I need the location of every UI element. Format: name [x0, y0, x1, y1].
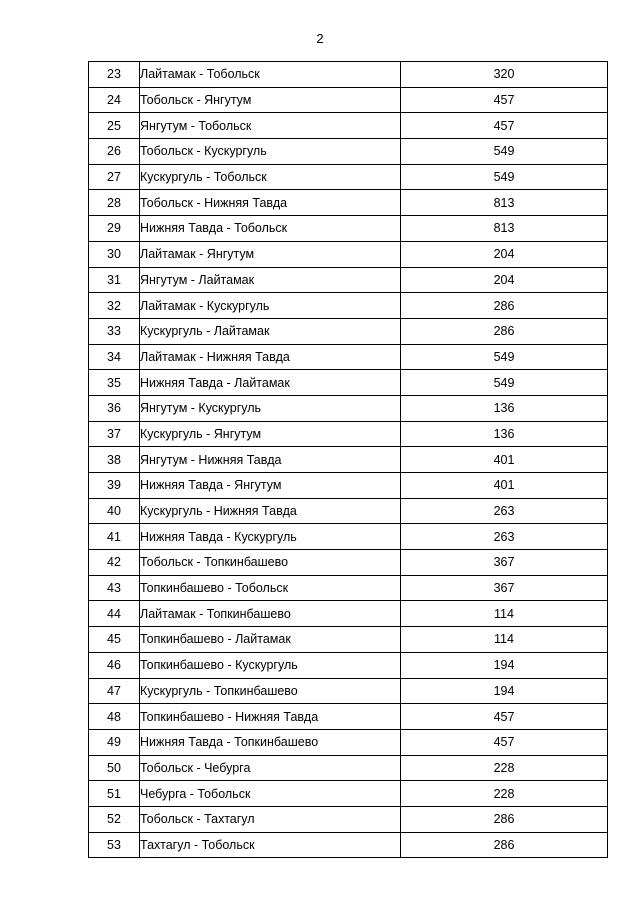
- table-row: [89, 678, 608, 704]
- route-name-cell: Кускургуль - Топкинбашево: [140, 678, 401, 704]
- route-name-cell: Тобольск - Топкинбашево: [140, 550, 401, 576]
- table-row: [89, 395, 608, 421]
- value-cell: 401: [401, 473, 608, 499]
- row-number-cell: 24: [89, 87, 140, 113]
- routes-table: [88, 61, 608, 858]
- table-row: [89, 473, 608, 499]
- row-number-cell: 42: [89, 550, 140, 576]
- table-row: [89, 293, 608, 319]
- row-number-cell: 51: [89, 781, 140, 807]
- table-row: [89, 498, 608, 524]
- row-number-cell: 53: [89, 832, 140, 858]
- table-row: [89, 421, 608, 447]
- table-row: [89, 652, 608, 678]
- value-cell: 457: [401, 729, 608, 755]
- row-number-cell: 45: [89, 627, 140, 653]
- value-cell: 813: [401, 216, 608, 242]
- row-number-cell: 23: [89, 62, 140, 88]
- value-cell: 114: [401, 601, 608, 627]
- route-name-cell: Нижняя Тавда - Тобольск: [140, 216, 401, 242]
- table-row: [89, 190, 608, 216]
- routes-table-body: [89, 62, 608, 858]
- table-row: [89, 447, 608, 473]
- row-number-cell: 25: [89, 113, 140, 139]
- row-number-cell: 40: [89, 498, 140, 524]
- row-number-cell: 46: [89, 652, 140, 678]
- route-name-cell: Янгутум - Лайтамак: [140, 267, 401, 293]
- route-name-cell: Топкинбашево - Нижняя Тавда: [140, 704, 401, 730]
- route-name-cell: Лайтамак - Тобольск: [140, 62, 401, 88]
- row-number-cell: 28: [89, 190, 140, 216]
- table-row: [89, 241, 608, 267]
- table-row: [89, 370, 608, 396]
- value-cell: 194: [401, 652, 608, 678]
- route-name-cell: Топкинбашево - Кускургуль: [140, 652, 401, 678]
- table-row: [89, 139, 608, 165]
- value-cell: 114: [401, 627, 608, 653]
- route-name-cell: Топкинбашево - Лайтамак: [140, 627, 401, 653]
- route-name-cell: Кускургуль - Лайтамак: [140, 318, 401, 344]
- value-cell: 367: [401, 550, 608, 576]
- value-cell: 549: [401, 139, 608, 165]
- row-number-cell: 38: [89, 447, 140, 473]
- table-row: [89, 216, 608, 242]
- value-cell: 136: [401, 395, 608, 421]
- row-number-cell: 31: [89, 267, 140, 293]
- table-row: [89, 601, 608, 627]
- value-cell: 263: [401, 524, 608, 550]
- row-number-cell: 39: [89, 473, 140, 499]
- row-number-cell: 34: [89, 344, 140, 370]
- route-name-cell: Тобольск - Чебурга: [140, 755, 401, 781]
- value-cell: 813: [401, 190, 608, 216]
- route-name-cell: Тобольск - Кускургуль: [140, 139, 401, 165]
- row-number-cell: 47: [89, 678, 140, 704]
- route-name-cell: Лайтамак - Кускургуль: [140, 293, 401, 319]
- table-row: [89, 318, 608, 344]
- row-number-cell: 44: [89, 601, 140, 627]
- row-number-cell: 43: [89, 575, 140, 601]
- value-cell: 228: [401, 755, 608, 781]
- table-row: [89, 164, 608, 190]
- route-name-cell: Янгутум - Тобольск: [140, 113, 401, 139]
- table-row: [89, 729, 608, 755]
- row-number-cell: 35: [89, 370, 140, 396]
- page-number: 2: [316, 31, 324, 46]
- table-row: [89, 524, 608, 550]
- route-name-cell: Тахтагул - Тобольск: [140, 832, 401, 858]
- row-number-cell: 48: [89, 704, 140, 730]
- value-cell: 204: [401, 267, 608, 293]
- route-name-cell: Тобольск - Тахтагул: [140, 806, 401, 832]
- value-cell: 228: [401, 781, 608, 807]
- value-cell: 457: [401, 113, 608, 139]
- route-name-cell: Нижняя Тавда - Лайтамак: [140, 370, 401, 396]
- value-cell: 286: [401, 806, 608, 832]
- value-cell: 367: [401, 575, 608, 601]
- value-cell: 549: [401, 370, 608, 396]
- value-cell: 401: [401, 447, 608, 473]
- table-row: [89, 627, 608, 653]
- table-row: [89, 550, 608, 576]
- row-number-cell: 52: [89, 806, 140, 832]
- value-cell: 194: [401, 678, 608, 704]
- row-number-cell: 30: [89, 241, 140, 267]
- route-name-cell: Лайтамак - Янгутум: [140, 241, 401, 267]
- value-cell: 320: [401, 62, 608, 88]
- table-row: [89, 87, 608, 113]
- table-row: [89, 832, 608, 858]
- value-cell: 549: [401, 164, 608, 190]
- table-row: [89, 113, 608, 139]
- table-row: [89, 704, 608, 730]
- route-name-cell: Янгутум - Кускургуль: [140, 395, 401, 421]
- route-name-cell: Кускургуль - Янгутум: [140, 421, 401, 447]
- value-cell: 457: [401, 704, 608, 730]
- row-number-cell: 27: [89, 164, 140, 190]
- table-row: [89, 62, 608, 88]
- row-number-cell: 49: [89, 729, 140, 755]
- value-cell: 457: [401, 87, 608, 113]
- route-name-cell: Янгутум - Нижняя Тавда: [140, 447, 401, 473]
- row-number-cell: 29: [89, 216, 140, 242]
- route-name-cell: Нижняя Тавда - Топкинбашево: [140, 729, 401, 755]
- row-number-cell: 32: [89, 293, 140, 319]
- table-row: [89, 344, 608, 370]
- route-name-cell: Чебурга - Тобольск: [140, 781, 401, 807]
- route-name-cell: Нижняя Тавда - Кускургуль: [140, 524, 401, 550]
- route-name-cell: Топкинбашево - Тобольск: [140, 575, 401, 601]
- value-cell: 263: [401, 498, 608, 524]
- row-number-cell: 41: [89, 524, 140, 550]
- row-number-cell: 37: [89, 421, 140, 447]
- route-name-cell: Лайтамак - Топкинбашево: [140, 601, 401, 627]
- value-cell: 136: [401, 421, 608, 447]
- value-cell: 286: [401, 832, 608, 858]
- route-name-cell: Тобольск - Нижняя Тавда: [140, 190, 401, 216]
- table-row: [89, 781, 608, 807]
- route-name-cell: Тобольск - Янгутум: [140, 87, 401, 113]
- table-row: [89, 267, 608, 293]
- route-name-cell: Кускургуль - Нижняя Тавда: [140, 498, 401, 524]
- table-row: [89, 806, 608, 832]
- table-row: [89, 575, 608, 601]
- route-name-cell: Кускургуль - Тобольск: [140, 164, 401, 190]
- row-number-cell: 50: [89, 755, 140, 781]
- value-cell: 286: [401, 318, 608, 344]
- value-cell: 549: [401, 344, 608, 370]
- table-row: [89, 755, 608, 781]
- row-number-cell: 36: [89, 395, 140, 421]
- value-cell: 286: [401, 293, 608, 319]
- route-name-cell: Нижняя Тавда - Янгутум: [140, 473, 401, 499]
- row-number-cell: 26: [89, 139, 140, 165]
- value-cell: 204: [401, 241, 608, 267]
- route-name-cell: Лайтамак - Нижняя Тавда: [140, 344, 401, 370]
- row-number-cell: 33: [89, 318, 140, 344]
